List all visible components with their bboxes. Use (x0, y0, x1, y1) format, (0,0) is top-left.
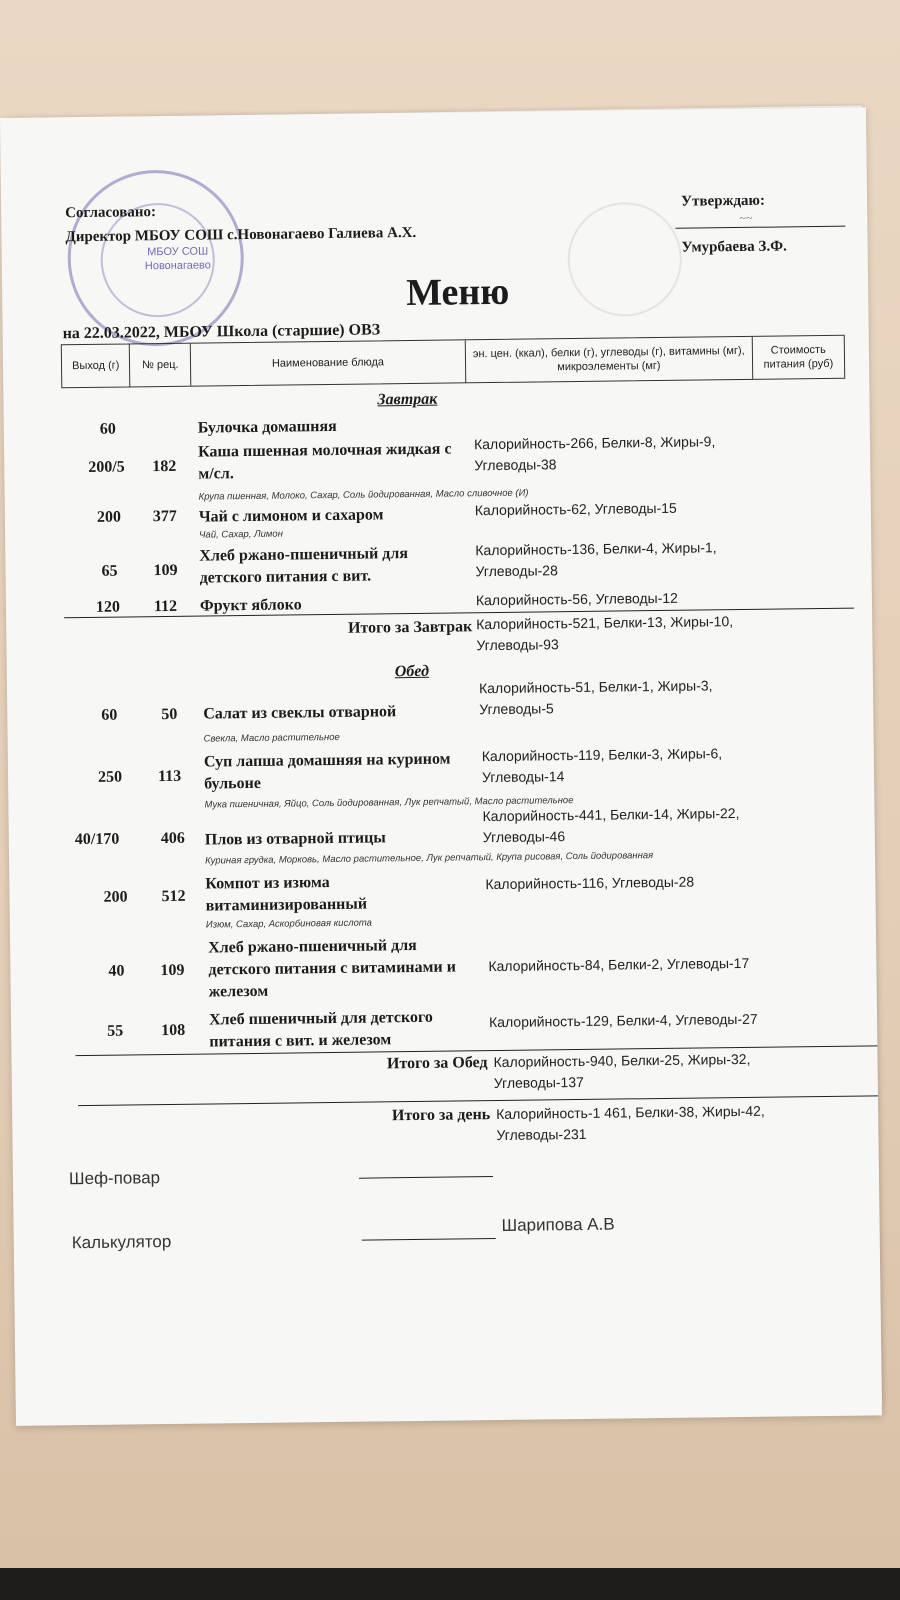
lunch-dish-4: Компот из изюма витаминизированный (205, 874, 368, 915)
breakfast-dish-1: Булочка домашняя (197, 417, 337, 437)
col-yield: Выход (г) (62, 344, 131, 387)
calculator-name: Шарипова А.В (501, 1214, 615, 1235)
breakfast-dish-4: Хлеб ржано-пшеничный для детского питания с вит. (199, 545, 409, 587)
breakfast-nutrition-3: Калорийность-62, Углеводы-15 (474, 499, 677, 519)
lunch-yield-2: 250 (97, 768, 123, 786)
breakfast-nutrition-2: Калорийность-266, Белки-8, Жиры-9, Углеводы-38 (473, 433, 716, 474)
lunch-recipe-1: 50 (161, 705, 178, 724)
col-nutrition: эн. цен. (ккал), белки (г), углеводы (г), витамины (мг), микроэлементы (мг) (466, 337, 753, 383)
lunch-nutrition-3: Калорийность-441, Белки-14, Жиры-22, Углеводы-46 (482, 805, 740, 846)
section-title-lunch: Обед (394, 662, 430, 681)
page-subtitle: на 22.03.2022, МБОУ Школа (старшие) ОВЗ (62, 321, 381, 343)
breakfast-ingredients-2: Крупа пшенная, Молоко, Сахар, Соль йодированная, Масло сливочное (И) (198, 487, 529, 503)
breakfast-yield-4: 65 (101, 562, 118, 580)
calculator-label: Калькулятор (71, 1231, 172, 1253)
lunch-nutrition-1: Калорийность-51, Белки-1, Жиры-3, Углеводы-5 (478, 677, 713, 718)
breakfast-dish-2: Каша пшенная молочная жидкая с м/сл. (197, 440, 452, 483)
lunch-recipe-5: 109 (160, 961, 185, 980)
breakfast-dish-5: Фрукт яблоко (199, 596, 302, 615)
approve-label: Утверждаю: (680, 192, 766, 210)
table-edge (0, 1568, 900, 1600)
approve-signature: ~~ (739, 210, 753, 225)
chef-label: Шеф-повар (68, 1168, 161, 1189)
col-dish: Наименование блюда (191, 340, 466, 385)
breakfast-yield-1: 60 (99, 420, 116, 438)
breakfast-yield-2: 200/5 (88, 458, 125, 476)
round-stamp (67, 169, 245, 347)
col-recipe: № рец. (130, 344, 191, 387)
menu-sheet (0, 107, 882, 1425)
section-title-breakfast: Завтрак (377, 390, 438, 409)
lunch-ingredients-4: Изюм, Сахар, Аскорбиновая кислота (205, 917, 372, 931)
breakfast-yield-5: 120 (95, 598, 121, 616)
approve-person: Умурбаева З.Ф. (681, 238, 787, 256)
lunch-nutrition-2: Калорийность-119, Белки-3, Жиры-6, Углеводы-14 (481, 745, 723, 786)
lunch-total-values: Калорийность-940, Белки-25, Жиры-32, Углеводы-137 (493, 1050, 751, 1092)
lunch-ingredients-1: Свекла, Масло растительное (203, 731, 340, 745)
agreed-person: Директор МБОУ СОШ с.Новонагаево Галиева А.Х. (65, 224, 417, 246)
lunch-dish-3: Плов из отварной птицы (204, 829, 386, 849)
breakfast-recipe-5: 112 (153, 597, 178, 616)
chef-signature-line (359, 1176, 493, 1179)
breakfast-total-label: Итого за Завтрак (347, 618, 473, 637)
lunch-dish-2: Суп лапша домашняя на курином бульоне (203, 750, 451, 793)
agreed-label: Согласовано: (65, 204, 157, 222)
lunch-dish-6: Хлеб пшеничный для детского питания с вит. и железом (208, 1008, 433, 1051)
lunch-recipe-4: 512 (161, 887, 186, 906)
breakfast-nutrition-4: Калорийность-136, Белки-4, Жиры-1, Углеводы-28 (475, 539, 717, 580)
lunch-yield-3: 40/170 (74, 830, 120, 849)
lunch-nutrition-4: Калорийность-116, Углеводы-28 (485, 873, 695, 893)
breakfast-recipe-3: 377 (152, 507, 177, 526)
lunch-nutrition-5: Калорийность-84, Белки-2, Углеводы-17 (488, 954, 750, 975)
breakfast-yield-3: 200 (96, 508, 121, 526)
lunch-ingredients-2: Мука пшеничная, Яйцо, Соль йодированная, Лук репчатый, Масло растительное (204, 795, 574, 811)
faint-stamp (567, 202, 682, 317)
lunch-recipe-2: 113 (157, 767, 182, 786)
breakfast-total-values: Калорийность-521, Белки-13, Жиры-10, Углеводы-93 (476, 613, 734, 654)
page-title: Меню (405, 270, 510, 315)
stamp-text: МБОУ СОШ Новонагаево (144, 245, 211, 273)
approve-signature-line (675, 226, 845, 229)
lunch-recipe-3: 406 (160, 829, 185, 848)
breakfast-recipe-2: 182 (152, 457, 177, 476)
lunch-yield-6: 55 (107, 1022, 124, 1040)
lunch-recipe-6: 108 (161, 1021, 186, 1040)
lunch-ingredients-3: Куриная грудка, Морковь, Масло растительное, Лук репчатый, Крупа рисовая, Соль йодированная (205, 850, 654, 867)
breakfast-ingredients-3: Чай, Сахар, Лимон (199, 528, 283, 541)
lunch-nutrition-6: Калорийность-129, Белки-4, Углеводы-27 (488, 1010, 758, 1031)
lunch-dish-5: Хлеб ржано-пшеничный для детского питания с витаминами и железом (208, 936, 457, 1001)
lunch-yield-1: 60 (101, 706, 118, 724)
breakfast-dish-3: Чай с лимоном и сахаром (198, 506, 384, 526)
lunch-yield-5: 40 (108, 962, 125, 980)
table-header (61, 335, 845, 389)
day-total-values: Калорийность-1 461, Белки-38, Жиры-42, Углеводы-231 (496, 1102, 765, 1144)
lunch-yield-4: 200 (103, 888, 128, 906)
col-price: Стоимость питания (руб) (763, 343, 834, 371)
breakfast-recipe-4: 109 (153, 561, 178, 580)
lunch-dish-1: Салат из свеклы отварной (203, 703, 397, 723)
breakfast-nutrition-5: Калорийность-56, Углеводы-12 (475, 589, 678, 609)
lunch-total-label: Итого за Обед (386, 1054, 488, 1073)
calculator-signature-line (362, 1238, 496, 1241)
day-total-label: Итого за день (391, 1106, 491, 1125)
